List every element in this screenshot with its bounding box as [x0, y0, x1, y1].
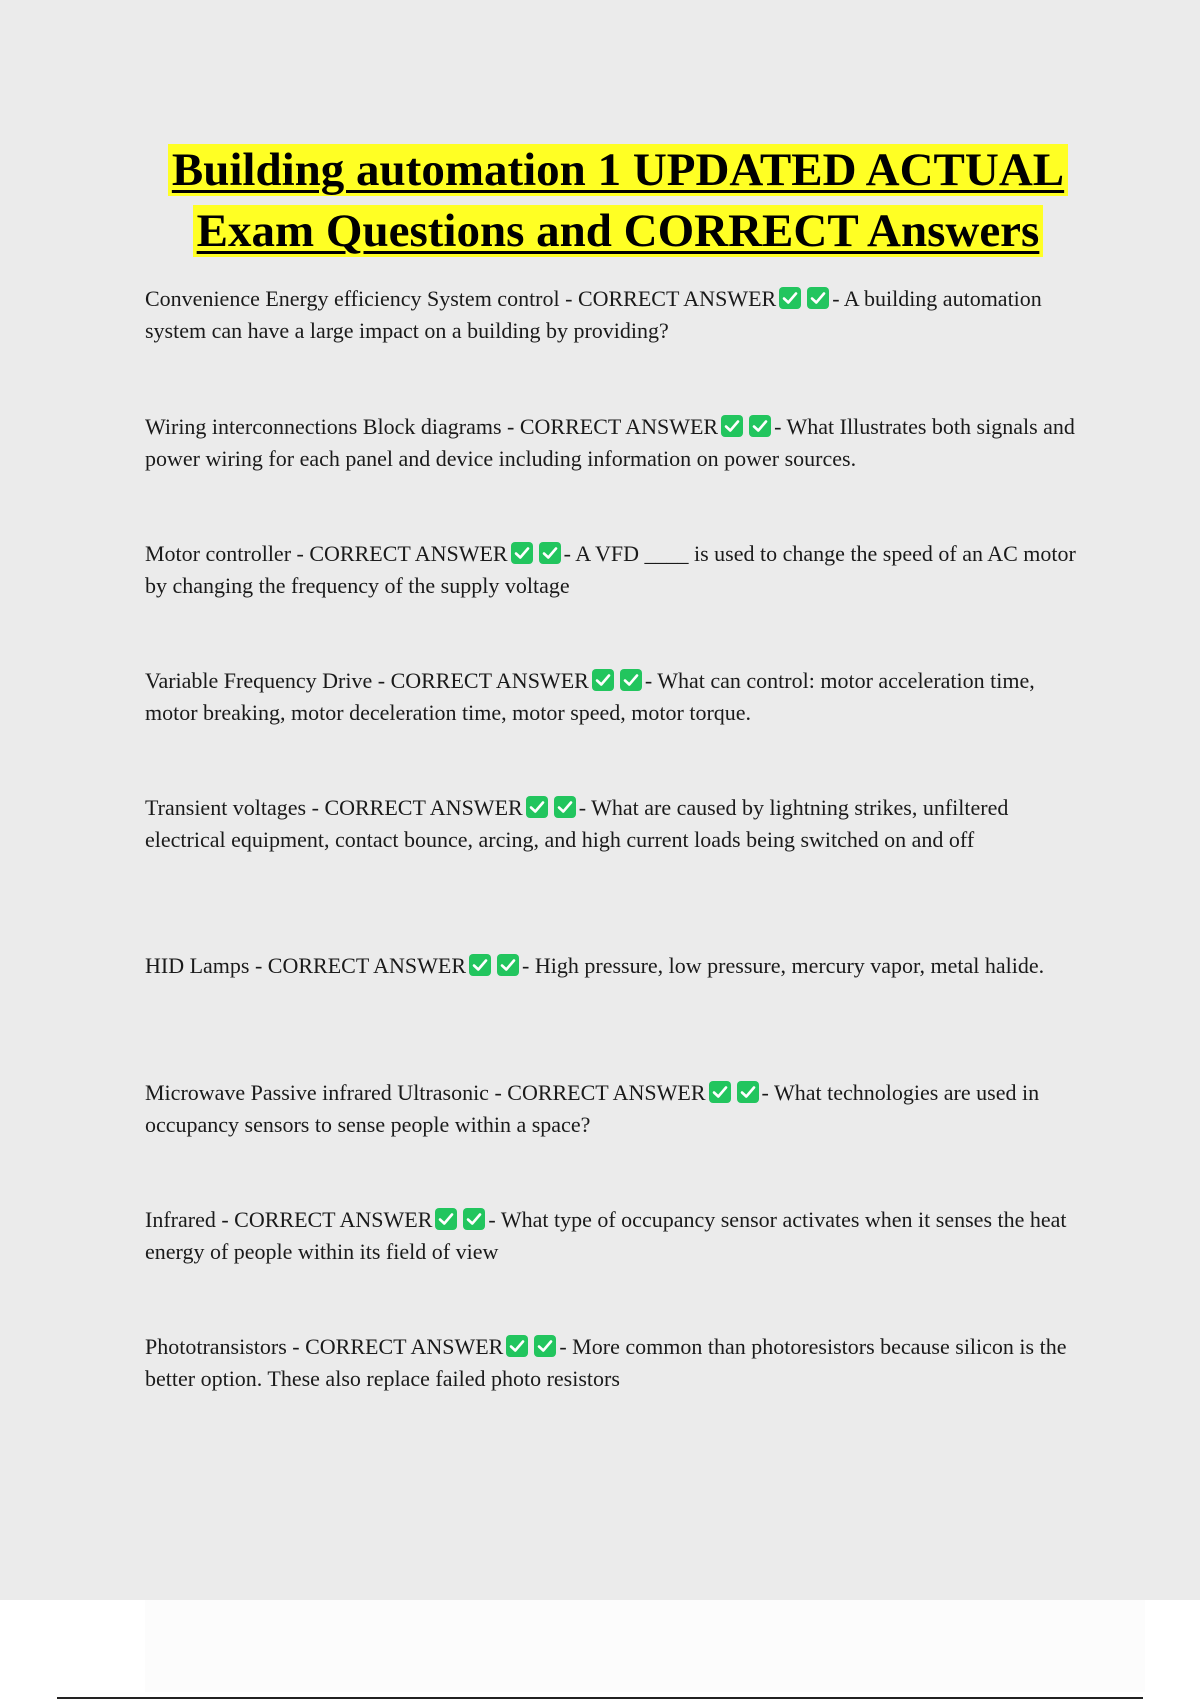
qa-question: - High pressure, low pressure, mercury vapor, metal halide. [522, 953, 1045, 978]
qa-item-9 [145, 1331, 1085, 1395]
checkmark-icon [435, 1208, 457, 1230]
qa-answer: Infrared - CORRECT ANSWER [145, 1207, 433, 1232]
checkmark-icon [511, 542, 533, 564]
qa-answer: Phototransistors - CORRECT ANSWER [145, 1334, 504, 1359]
checkmark-icon [709, 1081, 731, 1103]
checkmark-icon [539, 542, 561, 564]
qa-question: - What Illustrates both signals and power wiring for each panel and device including information on power sources. [145, 414, 1075, 471]
checkmark-icon [749, 415, 771, 437]
page-divider [57, 1697, 1143, 1699]
qa-item-7 [145, 1077, 1085, 1141]
checkmark-icon [506, 1335, 528, 1357]
checkmark-icon [526, 796, 548, 818]
qa-question: - What can control: motor acceleration time, motor breaking, motor deceleration time, motor speed, motor torque. [145, 668, 1035, 725]
qa-item-1 [145, 283, 1085, 347]
qa-answer: Microwave Passive infrared Ultrasonic - CORRECT ANSWER [145, 1080, 706, 1105]
qa-question: - What are caused by lightning strikes, unfiltered electrical equipment, contact bounce, arcing, and high current loads being switched on and off [145, 795, 1009, 852]
page-title [0, 140, 1200, 262]
checkmark-icon [807, 287, 829, 309]
checkmark-icon [779, 287, 801, 309]
next-page-area [145, 1600, 1145, 1692]
qa-question: - A building automation system can have a large impact on a building by providing? [145, 286, 1042, 343]
qa-answer: Convenience Energy efficiency System control - CORRECT ANSWER [145, 286, 777, 311]
checkmark-icon [721, 415, 743, 437]
qa-answer: Transient voltages - CORRECT ANSWER [145, 795, 523, 820]
qa-question: - What type of occupancy sensor activates when it senses the heat energy of people within its field of view [145, 1207, 1067, 1264]
checkmark-icon [592, 669, 614, 691]
checkmark-icon [469, 954, 491, 976]
qa-answer: Variable Frequency Drive - CORRECT ANSWER [145, 668, 589, 693]
qa-item-2 [145, 411, 1085, 475]
qa-question: - More common than photoresistors because silicon is the better option. These also replace failed photo resistors [145, 1334, 1067, 1391]
checkmark-icon [463, 1208, 485, 1230]
qa-question: - A VFD ____ is used to change the speed of an AC motor by changing the frequency of the supply voltage [145, 541, 1076, 598]
checkmark-icon [497, 954, 519, 976]
qa-item-3 [145, 538, 1085, 602]
qa-answer: Wiring interconnections Block diagrams - CORRECT ANSWER [145, 414, 719, 439]
qa-answer: Motor controller - CORRECT ANSWER [145, 541, 508, 566]
checkmark-icon [737, 1081, 759, 1103]
checkmark-icon [620, 669, 642, 691]
qa-question: - What technologies are used in occupancy sensors to sense people within a space? [145, 1080, 1040, 1137]
qa-item-5 [145, 792, 1085, 856]
checkmark-icon [554, 796, 576, 818]
qa-item-8 [145, 1204, 1085, 1268]
qa-answer: HID Lamps - CORRECT ANSWER [145, 953, 467, 978]
qa-item-6 [145, 950, 1085, 982]
checkmark-icon [534, 1335, 556, 1357]
title-line-2: Exam Questions and CORRECT Answers [193, 205, 1044, 257]
qa-item-4 [145, 665, 1085, 729]
title-line-1: Building automation 1 UPDATED ACTUAL [168, 144, 1068, 196]
